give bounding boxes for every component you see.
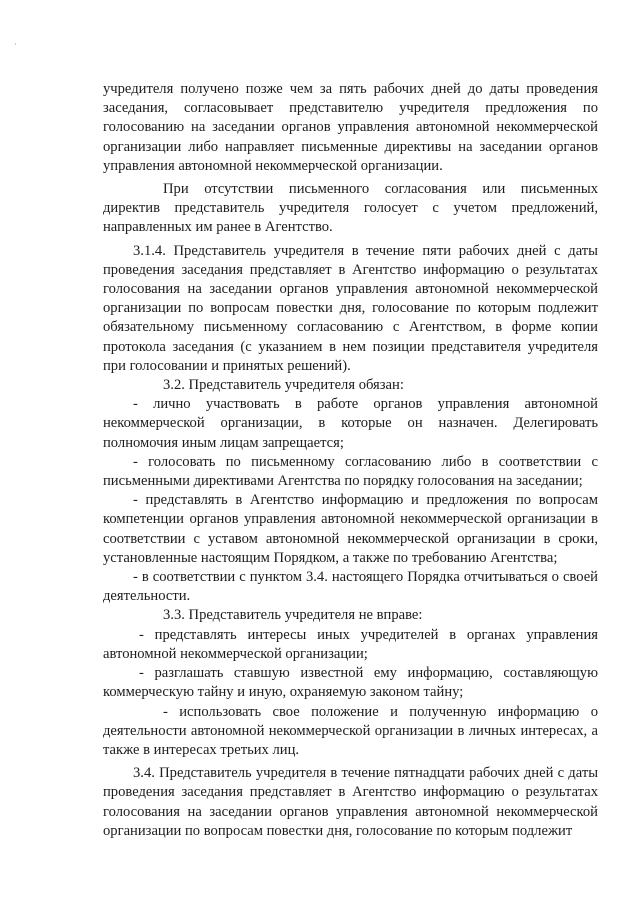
document-body [103, 80, 598, 841]
paragraph-continuation: учредителя получено позже чем за пять рабочих дней до даты проведения заседания, согласовывает представителю учредителя предложения по голосованию на заседании органов управления автономной некоммерческой организации либо направляет письменные директивы на заседании органов управления автономной некоммерческой организации. [103, 81, 598, 174]
list-item-3-2-a: - лично участвовать в работе органов управления автономной некоммерческой организации, в которые он назначен. Делегировать полномочия иным лицам запрещается; [103, 396, 598, 451]
paragraph-3-1-4: 3.1.4. Представитель учредителя в течение пяти рабочих дней с даты проведения заседания представляет в Агентство информацию о результатах голосования на заседании органов управления автономной некоммерческой организации по вопросам повестки дня, голосование по которым подлежит обязательному письменному согласованию с Агентством, в форме копии протокола заседания (с указанием в нем позиции представителя учредителя при голосовании и принятых решений). [103, 242, 598, 374]
scan-artifact-mark: · [14, 40, 17, 50]
heading-3-2: 3.2. Представитель учредителя обязан: [163, 377, 404, 394]
paragraph-no-agreement: При отсутствии письменного согласования или письменных директив представитель учредителя голосует с учетом предложений, направленных им ранее в Агентство. [103, 181, 598, 236]
list-item-3-3-b: - разглашать ставшую известной ему информацию, составляющую коммерческую тайну и иную, охраняемую законом тайну; [103, 665, 598, 701]
list-item-3-2-d: - в соответствии с пунктом 3.4. настоящего Порядка отчитываться о своей деятельности. [103, 569, 598, 605]
list-item-3-3-a: - представлять интересы иных учредителей в органах управления автономной некоммерческой организации; [103, 626, 598, 662]
list-item-3-2-c: - представлять в Агентство информацию и предложения по вопросам компетенции органов управления автономной некоммерческой организации в соответствии с уставом автономной некоммерческой организации в сроки, установленные настоящим Порядком, а также по требованию Агентства; [103, 492, 598, 566]
paragraph-3-4: 3.4. Представитель учредителя в течение пятнадцати рабочих дней с даты проведения заседания представляет в Агентство информацию о результатах голосования на заседании органов управления автономной некоммерческой организации по вопросам повестки дня, голосование по которым подлежит [103, 765, 598, 839]
list-item-3-2-b: - голосовать по письменному согласованию либо в соответствии с письменными директивами Агентства по порядку голосования на заседании; [103, 453, 598, 490]
heading-3-3: 3.3. Представитель учредителя не вправе: [163, 607, 423, 624]
list-item-3-3-c: - использовать свое положение и полученную информацию о деятельности автономной некоммерческой организации в личных интересах, а также в интересах третьих лиц. [103, 703, 598, 758]
